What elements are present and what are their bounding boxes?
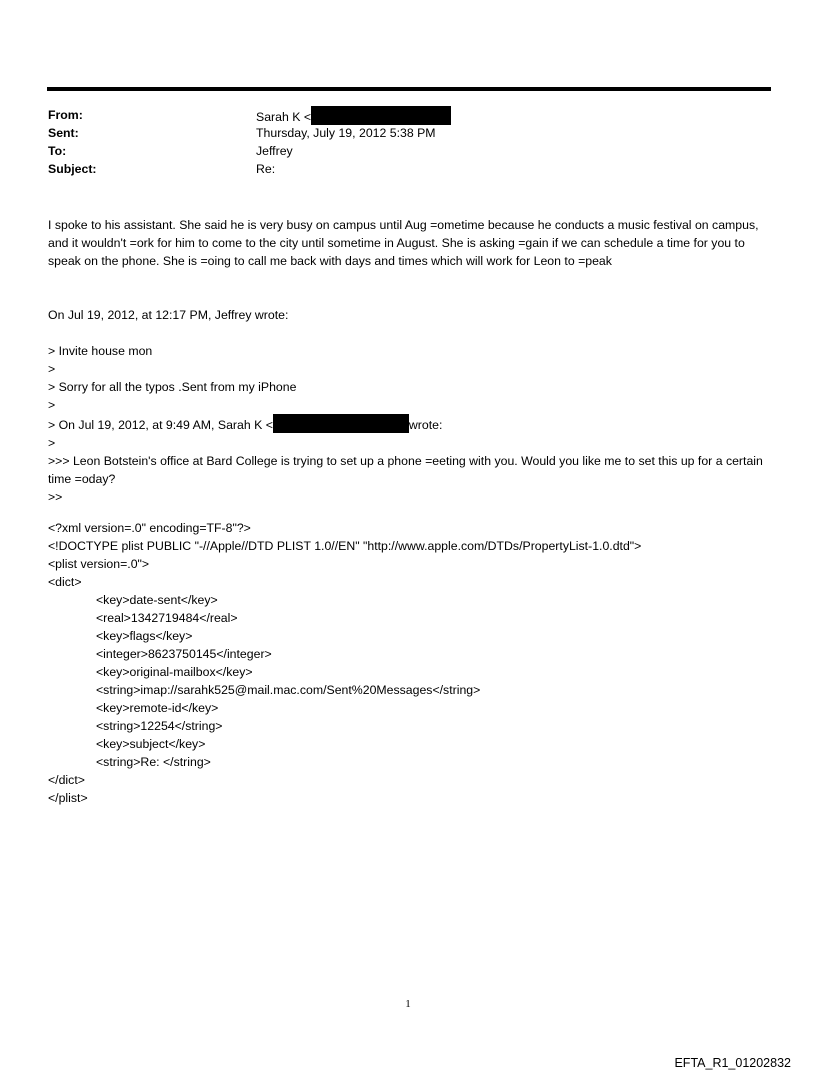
xml-line: </plist> <box>48 791 88 805</box>
to-row <box>48 142 768 160</box>
sent-row <box>48 124 768 142</box>
to-value: Jeffrey <box>256 144 293 158</box>
xml-line: <!DOCTYPE plist PUBLIC "-//Apple//DTD PLIST 1.0//EN" "http://www.apple.com/DTDs/PropertyList-1.0.dtd"> <box>48 539 642 553</box>
xml-line: <key>subject</key> <box>96 737 206 751</box>
quote-intro: On Jul 19, 2012, at 12:17 PM, Jeffrey wrote: <box>48 308 289 322</box>
quote-line-with-redaction <box>48 414 770 434</box>
xml-line: <string>Re: </string> <box>96 755 211 769</box>
xml-line: <real>1342719484</real> <box>96 611 238 625</box>
quote-line: >> <box>48 490 63 504</box>
xml-line: <integer>8623750145</integer> <box>96 647 272 661</box>
redaction-block <box>273 414 409 433</box>
xml-line: <plist version=.0"> <box>48 557 150 571</box>
xml-line: <key>original-mailbox</key> <box>96 665 253 679</box>
xml-line: <string>imap://sarahk525@mail.mac.com/Sent%20Messages</string> <box>96 683 481 697</box>
plist-xml <box>48 519 770 807</box>
quote-line: > <box>48 398 56 412</box>
email-header <box>48 106 768 178</box>
message-body <box>48 216 770 270</box>
quote-line: > <box>48 436 56 450</box>
top-rule <box>47 87 771 91</box>
quote-line: >>> Leon Botstein's office at Bard College is trying to set up a phone =eeting with you. Would you like me to set this up for a certain time =oday? <box>48 454 763 486</box>
quote-line-suffix: wrote: <box>408 418 443 432</box>
from-label: From: <box>48 108 83 122</box>
quote-line: > <box>48 362 56 376</box>
quote-line: > Sorry for all the typos .Sent from my iPhone <box>48 380 297 394</box>
quoted-thread <box>48 342 770 506</box>
sent-value: Thursday, July 19, 2012 5:38 PM <box>256 126 436 140</box>
body-paragraph: I spoke to his assistant. She said he is very busy on campus until Aug =ometime because he conducts a music festival on campus, and it wouldn't =ork for him to come to the city until sometime in August. She is asking =gain if we can schedule a time for you to speak on the phone. She is =oing to call me back with days and times which will work for Leon to =peak <box>48 218 759 268</box>
xml-line: <key>date-sent</key> <box>96 593 218 607</box>
xml-line: <?xml version=.0" encoding=TF-8"?> <box>48 521 251 535</box>
xml-line: <key>remote-id</key> <box>96 701 219 715</box>
xml-line: <string>12254</string> <box>96 719 223 733</box>
sent-label: Sent: <box>48 126 79 140</box>
document-id: EFTA_R1_01202832 <box>674 1056 791 1070</box>
subject-label: Subject: <box>48 162 97 176</box>
subject-value: Re: <box>256 162 276 176</box>
quote-line: > Invite house mon <box>48 344 153 358</box>
from-row <box>48 106 768 124</box>
redaction-block <box>311 106 451 125</box>
xml-line: <key>flags</key> <box>96 629 193 643</box>
to-label: To: <box>48 144 67 158</box>
xml-line: </dict> <box>48 773 85 787</box>
quote-line-prefix: > On Jul 19, 2012, at 9:49 AM, Sarah K < <box>48 418 273 432</box>
from-value: Sarah K < <box>256 110 312 124</box>
page-number: 1 <box>405 998 411 1010</box>
subject-row <box>48 160 768 178</box>
xml-line: <dict> <box>48 575 82 589</box>
